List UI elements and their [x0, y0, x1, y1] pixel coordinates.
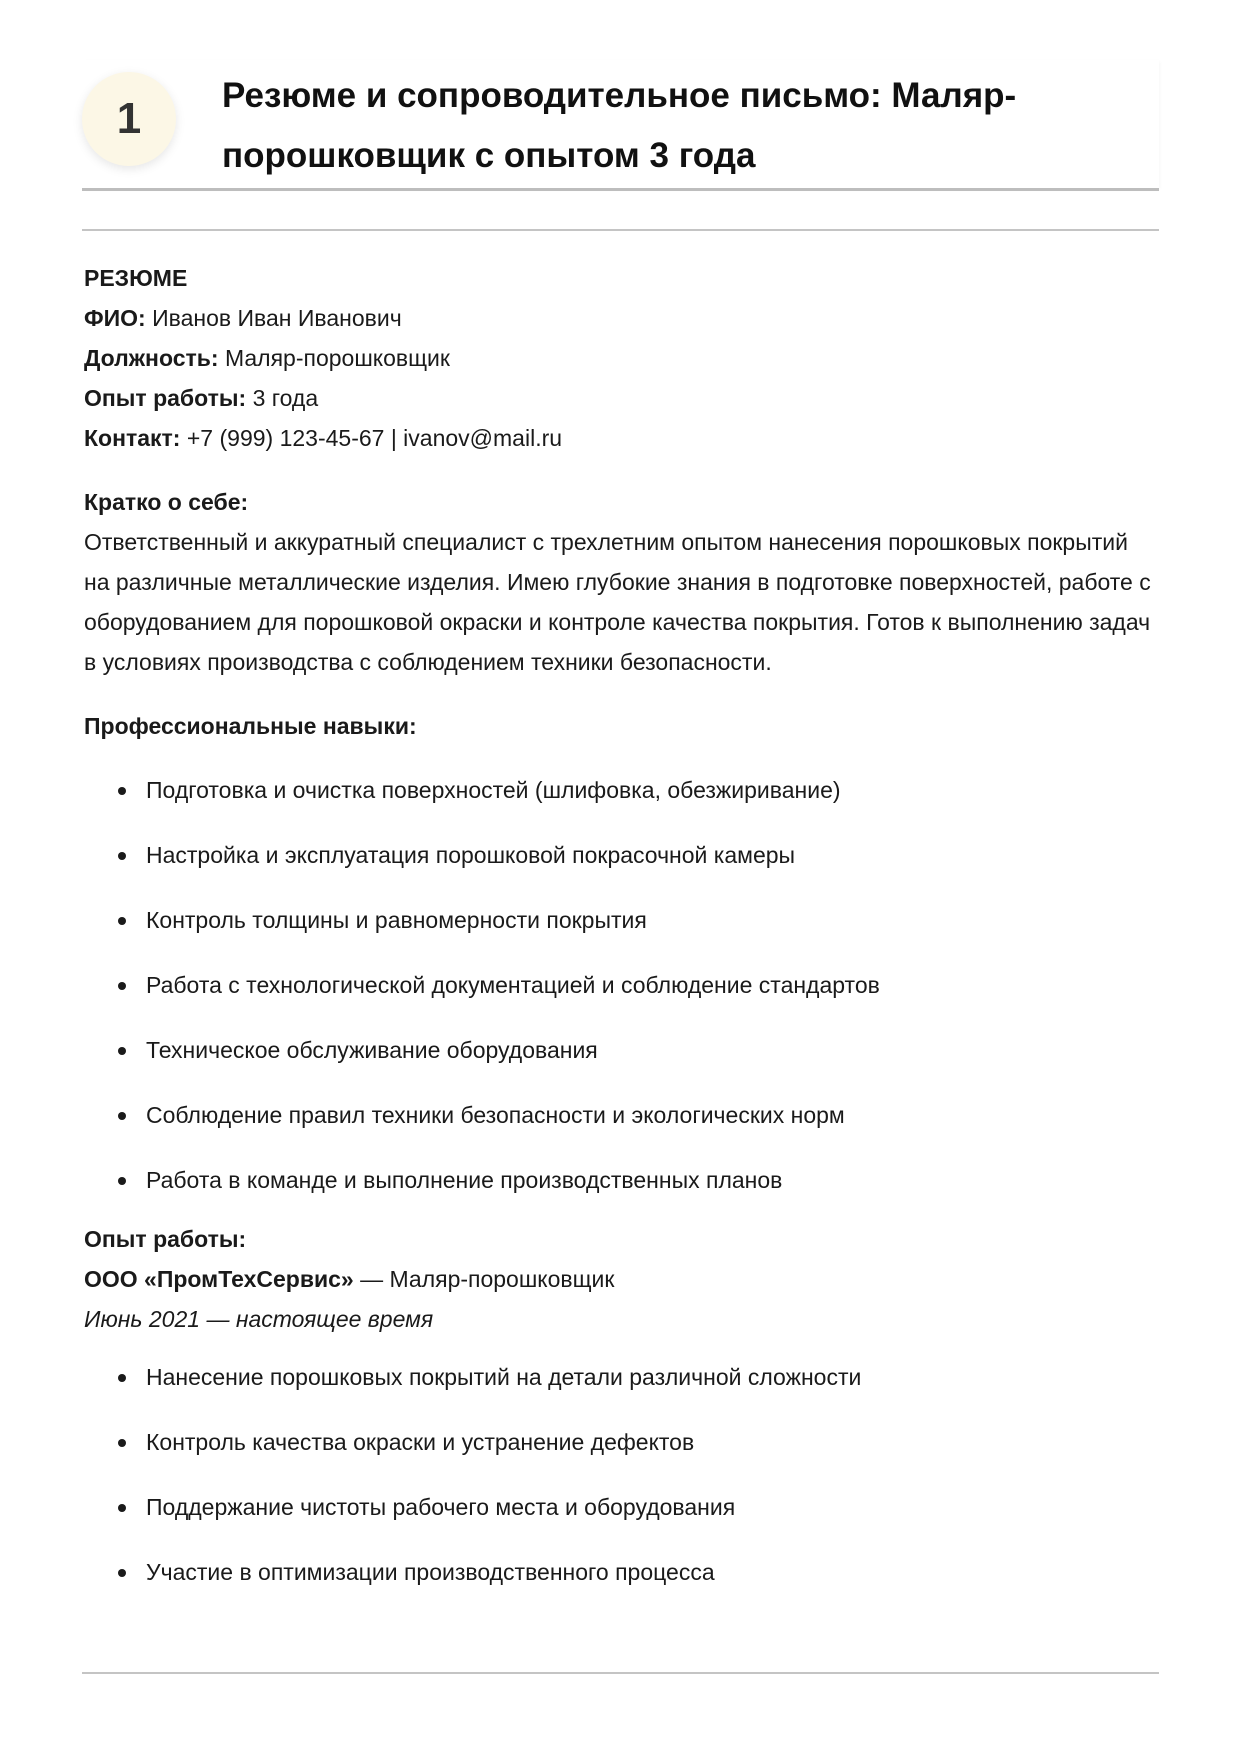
field-value: 3 года	[252, 385, 319, 411]
field-label: Опыт работы:	[84, 385, 247, 411]
about-heading: Кратко о себе:	[84, 489, 249, 515]
list-item-text: Поддержание чистоты рабочего места и оборудования	[146, 1494, 736, 1520]
resume-content	[84, 258, 1154, 1617]
bullet-icon	[118, 852, 126, 860]
field-value: Маляр-порошковщик	[224, 345, 450, 371]
section-number-badge: 1	[82, 72, 176, 166]
divider	[82, 1672, 1159, 1674]
list-item	[146, 835, 1154, 875]
field-experience	[84, 378, 1154, 418]
field-name	[84, 298, 1154, 338]
field-value: +7 (999) 123-45-67 | ivanov@mail.ru	[186, 425, 563, 451]
section-header	[82, 60, 1159, 191]
list-item	[146, 1487, 1154, 1527]
list-item-text: Контроль качества окраски и устранение дефектов	[146, 1429, 695, 1455]
field-label: Должность:	[84, 345, 219, 371]
list-item	[146, 900, 1154, 940]
skills-list	[84, 770, 1154, 1200]
company-name: ООО «ПромТехСервис»	[84, 1266, 354, 1292]
field-value: Иванов Иван Иванович	[152, 305, 402, 331]
bullet-icon	[118, 1177, 126, 1185]
bullet-icon	[118, 917, 126, 925]
experience-company-line	[84, 1259, 1154, 1299]
resume-heading: РЕЗЮМЕ	[84, 265, 188, 291]
bullet-icon	[118, 982, 126, 990]
list-item	[146, 1422, 1154, 1462]
list-item	[146, 965, 1154, 1005]
bullet-icon	[118, 1504, 126, 1512]
list-item	[146, 1357, 1154, 1397]
bullet-icon	[118, 1047, 126, 1055]
list-item	[146, 1095, 1154, 1135]
bullet-icon	[118, 1374, 126, 1382]
field-label: Контакт:	[84, 425, 181, 451]
list-item-text: Настройка и эксплуатация порошковой покрасочной камеры	[146, 842, 796, 868]
list-item-text: Соблюдение правил техники безопасности и экологических норм	[146, 1102, 845, 1128]
page-title: Резюме и сопроводительное письмо: Маляр-порошковщик с опытом 3 года	[222, 76, 1017, 175]
experience-list	[84, 1357, 1154, 1592]
list-item	[146, 1160, 1154, 1200]
list-item-text: Работа в команде и выполнение производственных планов	[146, 1167, 783, 1193]
bullet-icon	[118, 1439, 126, 1447]
experience-heading: Опыт работы:	[84, 1226, 247, 1252]
divider	[82, 229, 1159, 231]
list-item-text: Техническое обслуживание оборудования	[146, 1037, 598, 1063]
list-item-text: Подготовка и очистка поверхностей (шлифовка, обезжиривание)	[146, 777, 841, 803]
field-label: ФИО:	[84, 305, 146, 331]
list-item	[146, 1030, 1154, 1070]
list-item-text: Нанесение порошковых покрытий на детали различной сложности	[146, 1364, 862, 1390]
experience-period: Июнь 2021 — настоящее время	[84, 1306, 434, 1332]
list-item-text: Работа с технологической документацией и соблюдение стандартов	[146, 972, 880, 998]
field-position	[84, 338, 1154, 378]
job-role: — Маляр-порошковщик	[353, 1266, 615, 1292]
bullet-icon	[118, 1112, 126, 1120]
about-text: Ответственный и аккуратный специалист с трехлетним опытом нанесения порошковых покрытий на различные металлические изделия. Имею глубокие знания в подготовке поверхностей, работе с оборудованием для порошковой окраски и контроле качества покрытия. Готов к выполнению задач в условиях производства с соблюдением техники безопасности.	[84, 529, 1151, 675]
list-item	[146, 1552, 1154, 1592]
list-item	[146, 770, 1154, 810]
bullet-icon	[118, 787, 126, 795]
list-item-text: Контроль толщины и равномерности покрытия	[146, 907, 647, 933]
skills-heading: Профессиональные навыки:	[84, 713, 417, 739]
bullet-icon	[118, 1569, 126, 1577]
field-contact	[84, 418, 1154, 458]
list-item-text: Участие в оптимизации производственного процесса	[146, 1559, 715, 1585]
